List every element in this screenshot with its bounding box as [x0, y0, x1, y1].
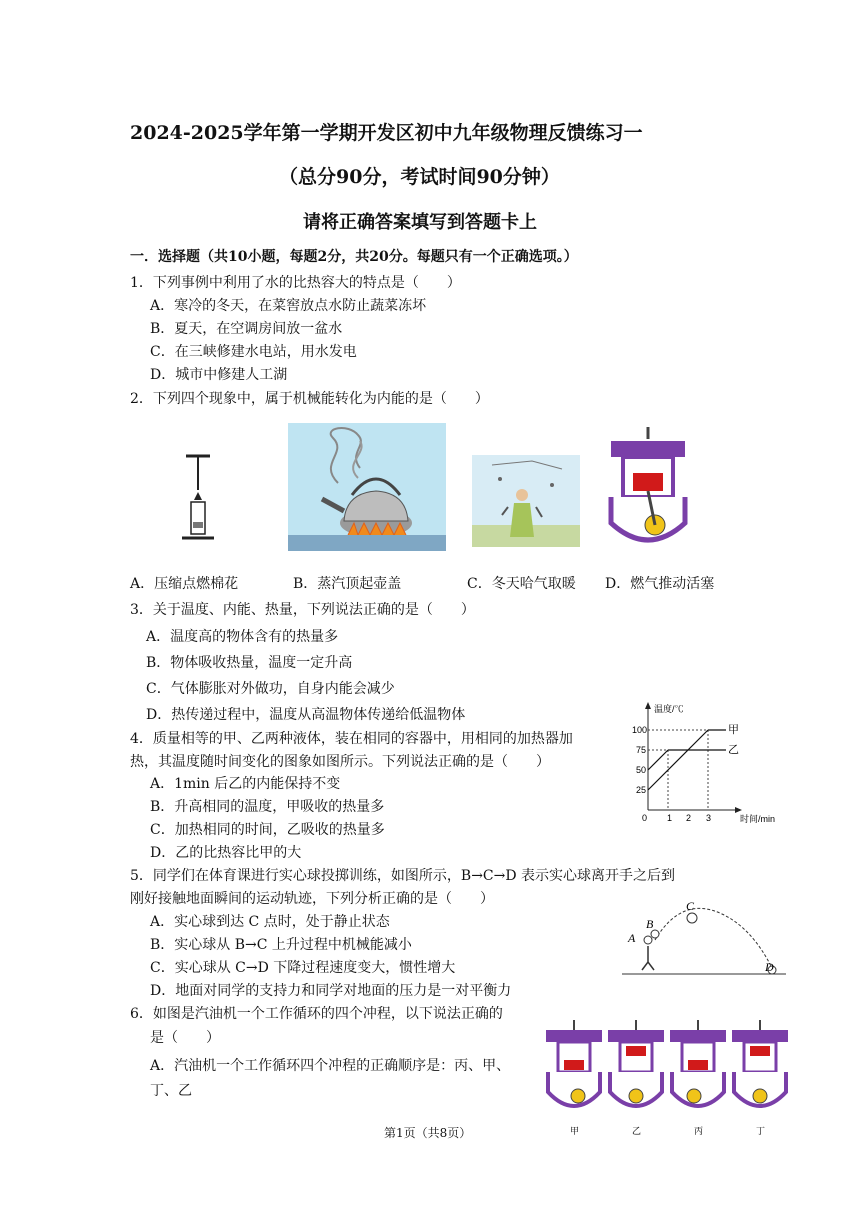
- q6-option-a-line2: 丁、乙: [150, 1083, 192, 1099]
- graph-ytick-25: 25: [636, 785, 647, 795]
- engine-jia: [546, 1020, 602, 1137]
- point-b-label: B: [646, 917, 654, 931]
- series-jia-line: [648, 730, 708, 790]
- q1-option-b: B．夏天，在空调房间放一盆水: [150, 321, 343, 337]
- series-yi-label: 乙: [728, 744, 739, 756]
- q5-stem-line2: 刚好接触地面瞬间的运动轨迹，下列分析正确的是（ ）: [130, 891, 494, 907]
- q5-stem-line1: 5．同学们在体育课进行实心球投掷训练，如图所示，B→C→D 表示实心球离开手之后到: [130, 868, 676, 884]
- engine-yi: [608, 1020, 664, 1137]
- graph-xtick-3: 3: [706, 813, 712, 823]
- series-yi-line: [648, 750, 668, 770]
- engine-bing: [670, 1020, 726, 1137]
- section-heading: 一．选择题（共10小题，每题2分，共20分。每题只有一个正确选项。）: [130, 249, 578, 265]
- q3-stem: 3．关于温度、内能、热量，下列说法正确的是（ ）: [130, 602, 475, 618]
- q4-option-d: D．乙的比热容比甲的大: [150, 845, 302, 861]
- four-stroke-engines-figure: [544, 1020, 792, 1138]
- q6-option-a-line1: A．汽油机一个工作循环四个冲程的正确顺序是：丙、甲、: [150, 1058, 511, 1074]
- q1-option-d: D．城市中修建人工湖: [150, 367, 288, 383]
- q2-caption-d: D．燃气推动活塞: [605, 576, 715, 592]
- q4-option-c: C．加热相同的时间，乙吸收的热量多: [150, 822, 385, 838]
- q6-stem-line1: 6．如图是汽油机一个工作循环的四个冲程，以下说法正确的: [130, 1006, 503, 1022]
- exam-instruction: 请将正确答案填写到答题卡上: [303, 212, 537, 233]
- q1-option-c: C．在三峡修建水电站，用水发电: [150, 344, 357, 360]
- q4-option-b: B．升高相同的温度，甲吸收的热量多: [150, 799, 385, 815]
- page-footer: 第1页（共8页）: [384, 1126, 472, 1140]
- point-a-label: A: [628, 931, 636, 945]
- q2-caption-a: A．压缩点燃棉花: [130, 576, 239, 592]
- q4-stem-line1: 4．质量相等的甲、乙两种液体，装在相同的容器中，用相同的加热器加: [130, 731, 573, 747]
- q1-option-a: A．寒冷的冬天，在菜窖放点水防止蔬菜冻坏: [150, 298, 427, 314]
- graph-xtick-2: 2: [686, 813, 692, 823]
- graph-xtick-0: 0: [642, 813, 648, 823]
- breathing-warm-image: [472, 455, 580, 547]
- shot-put-trajectory-figure: [622, 900, 786, 982]
- fire-piston-image: [178, 450, 218, 545]
- q3-option-d: D．热传递过程中，温度从高温物体传递给低温物体: [146, 707, 466, 723]
- point-d-label: D: [765, 960, 774, 974]
- q3-option-c: C．气体膨胀对外做功，自身内能会减少: [146, 681, 395, 697]
- q5-option-a: A．实心球到达 C 点时，处于静止状态: [150, 914, 390, 930]
- q4-stem-line2: 热，其温度随时间变化的图象如图所示。下列说法正确的是（ ）: [130, 754, 550, 770]
- q3-option-b: B．物体吸收热量，温度一定升高: [146, 655, 353, 671]
- q5-option-b: B．实心球从 B→C 上升过程中机械能减小: [150, 937, 412, 953]
- series-jia-label: 甲: [728, 724, 739, 736]
- kettle-image: [288, 423, 446, 551]
- engine-jia-label: 甲: [570, 1127, 580, 1137]
- engine-yi-label: 乙: [632, 1127, 642, 1137]
- gas-engine-image: [603, 427, 693, 552]
- q5-option-c: C．实心球从 C→D 下降过程速度变大，惯性增大: [150, 960, 456, 976]
- graph-ytick-100: 100: [632, 725, 648, 735]
- q2-stem: 2．下列四个现象中，属于机械能转化为内能的是（ ）: [130, 391, 489, 407]
- exam-subtitle: （总分90分，考试时间90分钟）: [279, 166, 560, 188]
- graph-xtick-1: 1: [667, 813, 673, 823]
- q1-stem: 1．下列事例中利用了水的比热容大的特点是（ ）: [130, 275, 461, 291]
- graph-ylabel: 温度/℃: [654, 704, 684, 714]
- temperature-time-graph: [626, 700, 776, 825]
- graph-ytick-75: 75: [636, 745, 647, 755]
- graph-xlabel: 时间/min: [740, 814, 776, 824]
- graph-ytick-50: 50: [636, 765, 647, 775]
- q6-stem-line2: 是（ ）: [150, 1030, 220, 1046]
- engine-ding-label: 丁: [756, 1127, 766, 1137]
- exam-title: 2024-2025学年第一学期开发区初中九年级物理反馈练习一: [130, 122, 643, 144]
- q2-caption-b: B．蒸汽顶起壶盖: [293, 576, 402, 592]
- q4-option-a: A．1min 后乙的内能保持不变: [150, 776, 341, 792]
- engine-ding: [732, 1020, 788, 1137]
- q5-option-d: D．地面对同学的支持力和同学对地面的压力是一对平衡力: [150, 983, 512, 999]
- q2-caption-c: C．冬天哈气取暖: [467, 576, 576, 592]
- engine-bing-label: 丙: [694, 1127, 704, 1137]
- point-c-label: C: [686, 900, 695, 913]
- q3-option-a: A．温度高的物体含有的热量多: [146, 629, 339, 645]
